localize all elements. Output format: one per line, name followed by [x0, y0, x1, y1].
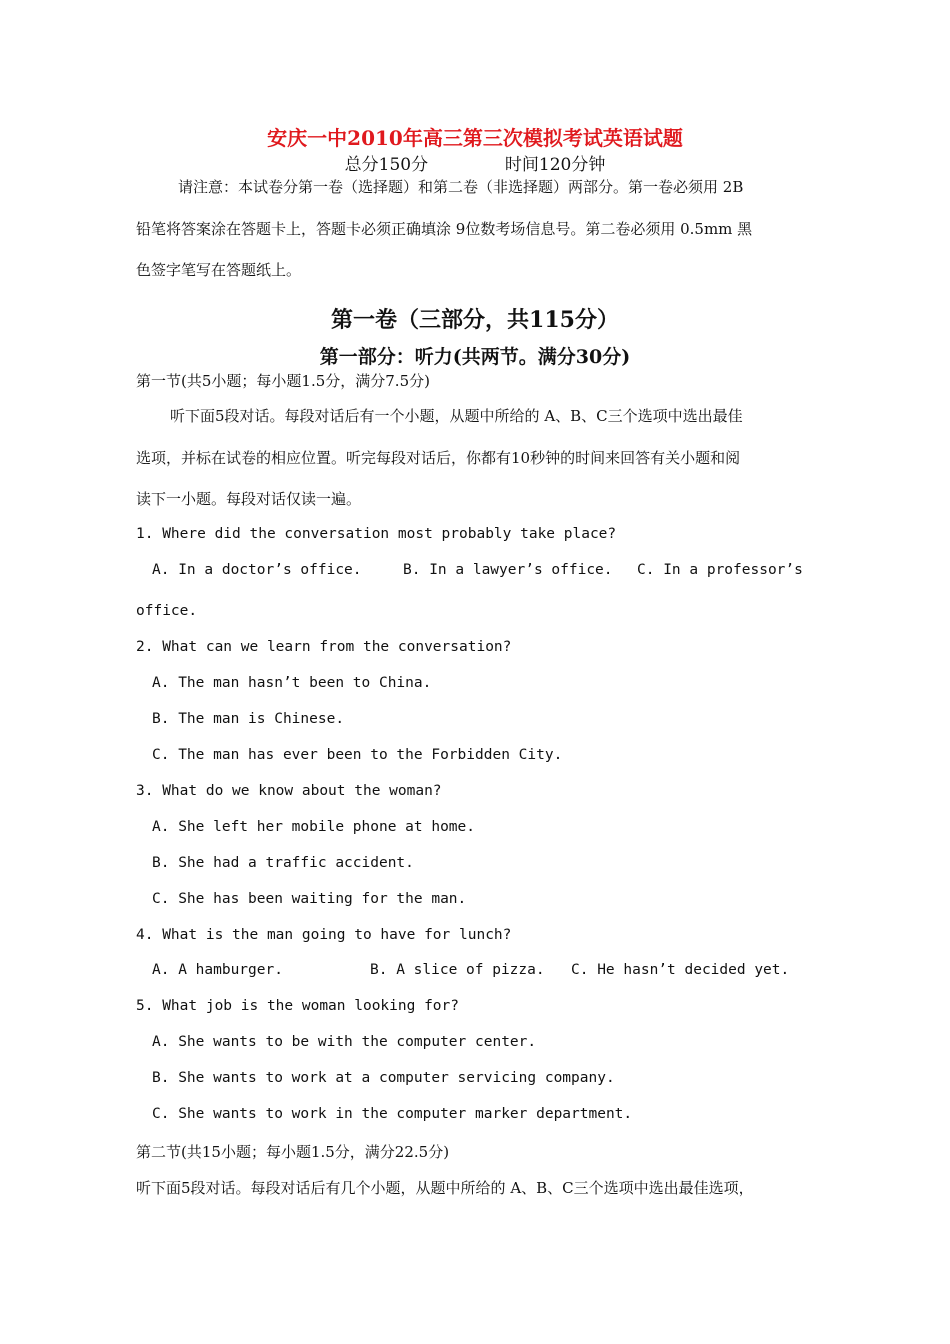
notice-line-2: 铅笔将答案涂在答题卡上，答题卡必须正确填涂 9位数考场信息号。第二卷必须用 0.5mm 黑: [136, 220, 753, 238]
section1-instructions-3: 读下一小题。每段对话仅读一遍。: [136, 490, 362, 508]
question-4-option-b: B. A slice of pizza.: [370, 962, 545, 978]
question-3-option-a: A. She left her mobile phone at home.: [152, 819, 476, 835]
question-2-option-b: B. The man is Chinese.: [152, 711, 345, 727]
notice-line-3: 色签字笔写在答题纸上。: [136, 261, 302, 279]
total-score: 总分150分: [344, 155, 429, 175]
question-5-stem: 5. What job is the woman looking for?: [136, 998, 460, 1014]
exam-title: 安庆一中2010年高三第三次模拟考试英语试题: [267, 126, 683, 150]
question-2-option-c: C. The man has ever been to the Forbidden City.: [152, 747, 563, 763]
question-4-option-a: A. A hamburger.: [152, 962, 283, 978]
question-1-option-a: A. In a doctor’s office.: [152, 562, 362, 578]
question-1-option-b: B. In a lawyer’s office.: [403, 562, 613, 578]
question-3-option-b: B. She had a traffic accident.: [152, 855, 414, 871]
volume1-heading: 第一卷（三部分，共115分）: [331, 307, 619, 333]
part1-heading: 第一部分：听力(共两节。满分30分): [319, 346, 631, 368]
question-5-option-a: A. She wants to be with the computer center.: [152, 1034, 537, 1050]
question-2-option-a: A. The man hasn’t been to China.: [152, 675, 432, 691]
section1-instructions-2: 选项，并标在试卷的相应位置。听完每段对话后，你都有10秒钟的时间来回答有关小题和阅: [136, 449, 741, 467]
question-3-stem: 3. What do we know about the woman?: [136, 783, 442, 799]
exam-meta: [0, 150, 950, 175]
section1-heading: 第一节(共5小题；每小题1.5分，满分7.5分): [136, 372, 430, 390]
question-5-option-c: C. She wants to work in the computer marker department.: [152, 1106, 633, 1122]
question-2-stem: 2. What can we learn from the conversation?: [136, 639, 512, 655]
notice-line-1: 请注意：本试卷分第一卷（选择题）和第二卷（非选择题）两部分。第一卷必须用 2B: [178, 178, 744, 196]
question-3-option-c: C. She has been waiting for the man.: [152, 891, 467, 907]
question-4-stem: 4. What is the man going to have for lunch?: [136, 927, 512, 943]
question-1-option-c: C. In a professor’s: [637, 562, 803, 578]
time-limit: 时间120分钟: [504, 155, 606, 175]
question-4-option-c: C. He hasn’t decided yet.: [571, 962, 790, 978]
question-1-stem: 1. Where did the conversation most probably take place?: [136, 526, 617, 542]
section2-heading: 第二节(共15小题；每小题1.5分，满分22.5分): [136, 1143, 450, 1161]
question-5-option-b: B. She wants to work at a computer servicing company.: [152, 1070, 615, 1086]
question-1-option-c-continued: office.: [136, 603, 198, 619]
section2-instructions-1: 听下面5段对话。每段对话后有几个小题，从题中所给的 A、B、C三个选项中选出最佳选项，: [136, 1179, 754, 1197]
section1-instructions-1: 听下面5段对话。每段对话后有一个小题，从题中所给的 A、B、C三个选项中选出最佳: [170, 407, 743, 425]
